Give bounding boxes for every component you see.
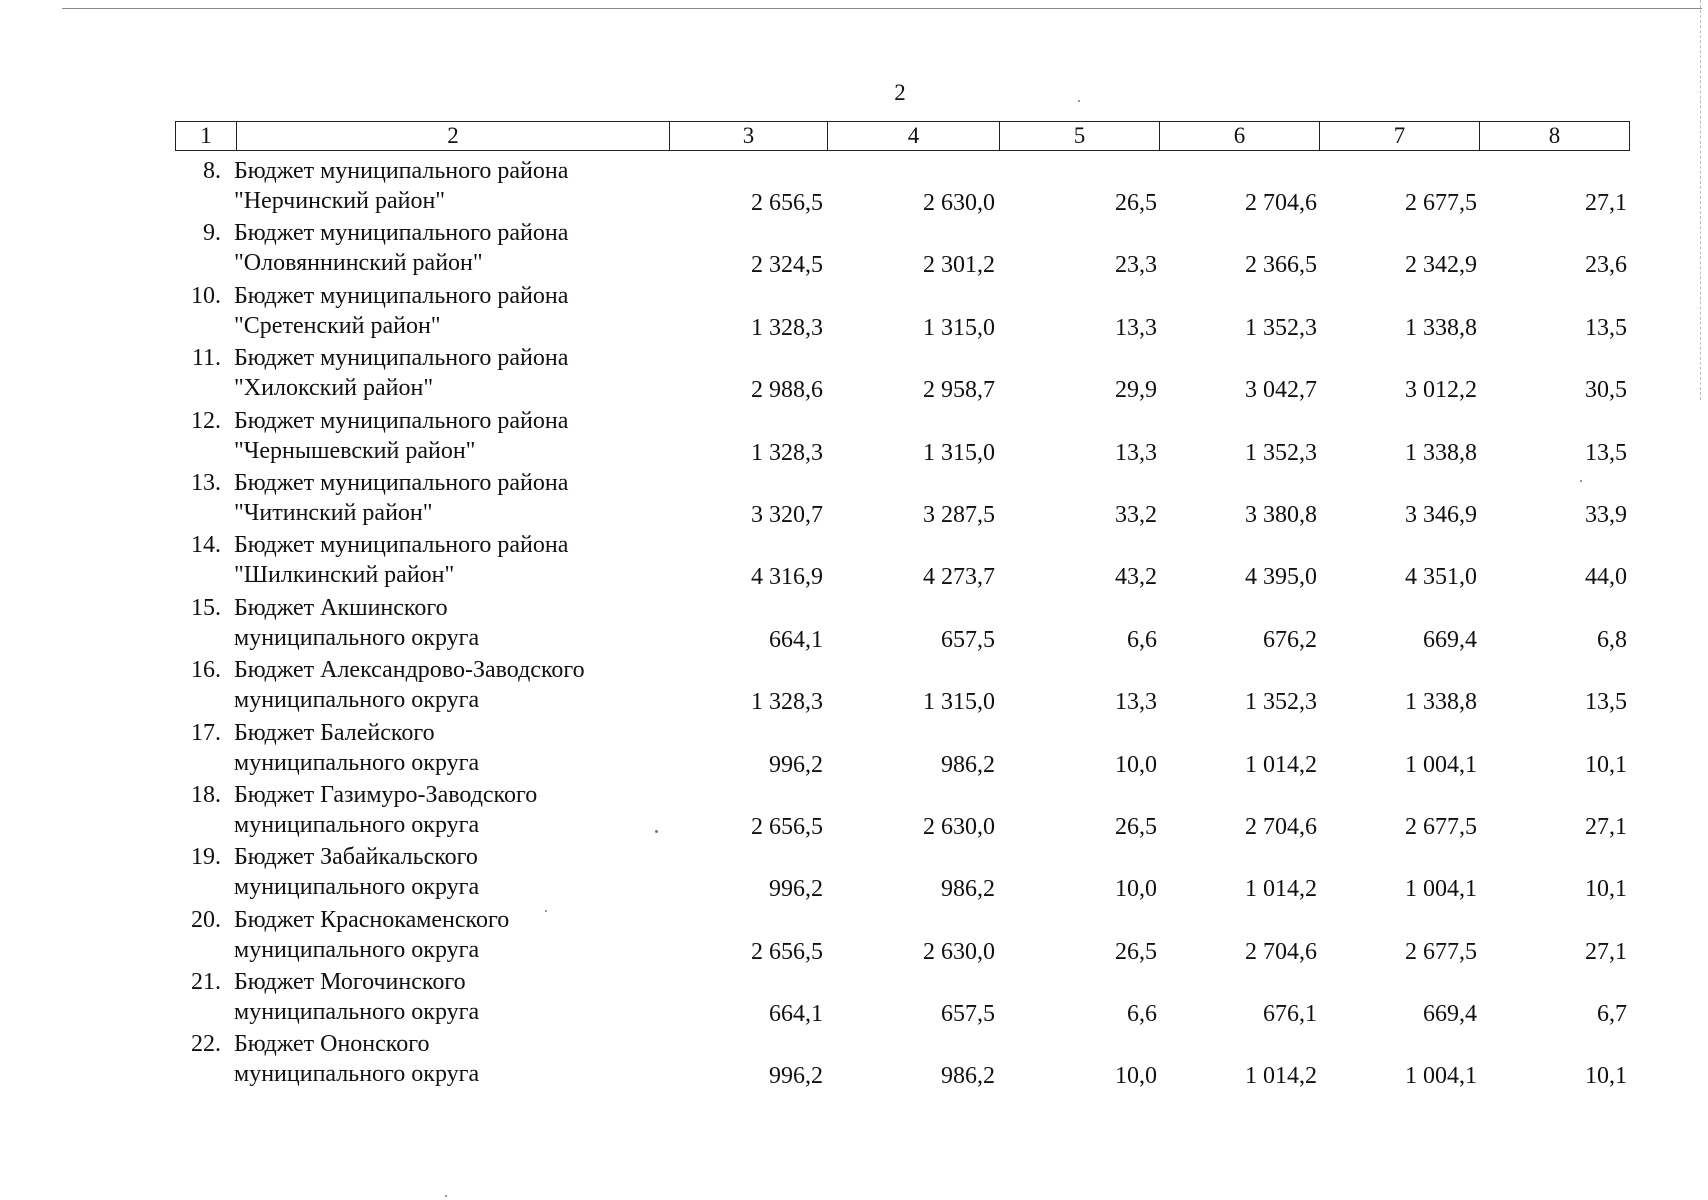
row-number: 15. — [191, 594, 221, 621]
value-col-5: 6,6 — [1127, 1001, 1157, 1028]
header-cell-2: 2 — [236, 122, 669, 150]
value-col-4: 4 273,7 — [923, 564, 995, 591]
value-col-4: 657,5 — [941, 626, 995, 653]
value-col-5: 33,2 — [1115, 501, 1157, 528]
table-header-row — [175, 121, 1630, 151]
header-cell-1: 1 — [200, 123, 212, 148]
row-name-line1: Бюджет Балейского — [234, 719, 435, 746]
value-col-8: 30,5 — [1585, 377, 1627, 404]
table-row — [175, 281, 1629, 343]
value-col-3: 2 324,5 — [751, 252, 823, 279]
table-row — [175, 406, 1629, 468]
row-name-line1: Бюджет Газимуро-Заводского — [234, 781, 538, 808]
row-name-line1: Бюджет муниципального района — [234, 220, 569, 247]
value-col-8: 13,5 — [1585, 314, 1627, 341]
value-col-6: 3 380,8 — [1245, 501, 1317, 528]
value-col-7: 3 012,2 — [1405, 377, 1477, 404]
value-col-5: 26,5 — [1115, 190, 1157, 216]
value-col-5: 26,5 — [1115, 813, 1157, 840]
table-row — [175, 156, 1629, 218]
value-col-6: 2 704,6 — [1245, 813, 1317, 840]
row-name-line1: Бюджет Ононского — [234, 1031, 430, 1058]
value-col-7: 3 346,9 — [1405, 501, 1477, 528]
row-name-line1: Бюджет Забайкальского — [234, 844, 478, 871]
value-col-4: 2 958,7 — [923, 377, 995, 404]
row-name-line1: Бюджет муниципального района — [234, 282, 569, 309]
table-row — [175, 780, 1629, 842]
value-col-3: 996,2 — [769, 751, 823, 778]
row-name-line1: Бюджет муниципального района — [234, 345, 569, 372]
row-name — [223, 156, 669, 218]
row-number: 11. — [191, 345, 221, 372]
value-col-4: 2 301,2 — [923, 252, 995, 279]
row-name-line2: муниципального округа — [234, 999, 480, 1026]
value-col-8: 10,1 — [1585, 751, 1627, 778]
value-col-3: 2 988,6 — [751, 377, 823, 404]
row-name-line2: муниципального округа — [234, 624, 480, 651]
value-col-4: 986,2 — [941, 876, 995, 903]
header-cell-6: 6 — [1159, 122, 1319, 150]
row-name — [223, 655, 669, 717]
value-col-7: 2 677,5 — [1405, 938, 1477, 965]
row-number: 9. — [203, 220, 221, 247]
value-col-6: 676,1 — [1263, 1001, 1317, 1028]
value-col-5: 10,0 — [1115, 876, 1157, 903]
value-col-4: 986,2 — [941, 1063, 995, 1090]
value-col-6: 2 704,6 — [1245, 938, 1317, 965]
value-col-3: 664,1 — [769, 1001, 823, 1028]
value-col-8: 6,7 — [1597, 1001, 1627, 1028]
scan-speck — [1078, 100, 1080, 102]
value-col-6: 1 352,3 — [1245, 439, 1317, 466]
table-row — [175, 905, 1629, 967]
value-col-5: 13,3 — [1115, 689, 1157, 716]
scan-speck — [545, 910, 547, 912]
value-col-8: 33,9 — [1585, 501, 1627, 528]
header-cell-4: 4 — [827, 122, 999, 150]
row-number: 8. — [203, 158, 221, 184]
value-col-8: 27,1 — [1585, 813, 1627, 840]
row-number: 16. — [191, 657, 221, 684]
row-name-line1: Бюджет Могочинского — [234, 969, 466, 996]
page-number: 2 — [894, 80, 906, 105]
value-col-7: 1 338,8 — [1405, 439, 1477, 466]
value-col-6: 1 014,2 — [1245, 876, 1317, 903]
row-name-line1: Бюджет муниципального района — [234, 407, 569, 434]
value-col-7: 2 677,5 — [1405, 813, 1477, 840]
header-cell-5: 5 — [999, 122, 1159, 150]
value-col-8: 13,5 — [1585, 689, 1627, 716]
row-number: 12. — [191, 407, 221, 434]
row-name — [223, 468, 669, 530]
value-col-8: 10,1 — [1585, 1063, 1627, 1090]
value-col-6: 1 014,2 — [1245, 751, 1317, 778]
row-name-line2: муниципального округа — [234, 811, 480, 838]
scan-edge-mark — [1700, 0, 1702, 400]
row-name-line1: Бюджет муниципального района — [234, 469, 569, 496]
value-col-6: 676,2 — [1263, 626, 1317, 653]
row-name-line1: Бюджет Краснокаменского — [234, 906, 510, 933]
value-col-7: 1 338,8 — [1405, 689, 1477, 716]
value-col-3: 996,2 — [769, 876, 823, 903]
table-row — [175, 718, 1629, 780]
row-name-line2: муниципального округа — [234, 749, 480, 776]
value-col-4: 1 315,0 — [923, 314, 995, 341]
row-name — [223, 406, 669, 468]
value-col-7: 1 338,8 — [1405, 314, 1477, 341]
row-number: 21. — [191, 969, 221, 996]
row-name — [223, 593, 669, 655]
row-name — [223, 530, 669, 592]
value-col-8: 27,1 — [1585, 190, 1627, 216]
row-name-line2: "Сретенский район" — [234, 312, 441, 339]
top-rule — [62, 8, 1702, 9]
value-col-3: 2 656,5 — [751, 813, 823, 840]
row-name — [223, 967, 669, 1029]
value-col-5: 6,6 — [1127, 626, 1157, 653]
value-col-7: 1 004,1 — [1405, 876, 1477, 903]
row-name-line1: Бюджет Акшинского — [234, 594, 448, 621]
row-name-line1: Бюджет муниципального района — [234, 158, 569, 184]
value-col-3: 1 328,3 — [751, 689, 823, 716]
row-name-line2: муниципального округа — [234, 687, 480, 714]
row-name-line1: Бюджет муниципального района — [234, 532, 569, 559]
header-cell-3: 3 — [669, 122, 827, 150]
value-col-4: 1 315,0 — [923, 439, 995, 466]
value-col-3: 2 656,5 — [751, 938, 823, 965]
row-name — [223, 842, 669, 904]
value-col-3: 2 656,5 — [751, 190, 823, 216]
value-col-8: 44,0 — [1585, 564, 1627, 591]
value-col-6: 1 352,3 — [1245, 314, 1317, 341]
scan-speck — [1580, 480, 1582, 482]
row-name-line1: Бюджет Александрово-Заводского — [234, 657, 585, 684]
value-col-7: 2 342,9 — [1405, 252, 1477, 279]
value-col-5: 10,0 — [1115, 1063, 1157, 1090]
value-col-6: 3 042,7 — [1245, 377, 1317, 404]
row-number: 17. — [191, 719, 221, 746]
row-number: 10. — [191, 282, 221, 309]
row-name — [223, 718, 669, 780]
value-col-8: 23,6 — [1585, 252, 1627, 279]
value-col-8: 6,8 — [1597, 626, 1627, 653]
row-number: 22. — [191, 1031, 221, 1058]
table-row — [175, 593, 1629, 655]
row-name-line2: муниципального округа — [234, 874, 480, 901]
table-body — [175, 156, 1629, 1092]
value-col-5: 13,3 — [1115, 439, 1157, 466]
row-name — [223, 780, 669, 842]
value-col-5: 23,3 — [1115, 252, 1157, 279]
value-col-4: 1 315,0 — [923, 689, 995, 716]
value-col-8: 13,5 — [1585, 439, 1627, 466]
value-col-7: 1 004,1 — [1405, 751, 1477, 778]
table-row — [175, 655, 1629, 717]
value-col-6: 4 395,0 — [1245, 564, 1317, 591]
value-col-3: 3 320,7 — [751, 501, 823, 528]
row-name-line2: муниципального округа — [234, 936, 480, 963]
value-col-4: 986,2 — [941, 751, 995, 778]
row-name-line2: "Шилкинский район" — [234, 562, 455, 589]
value-col-3: 1 328,3 — [751, 439, 823, 466]
value-col-6: 2 366,5 — [1245, 252, 1317, 279]
value-col-4: 2 630,0 — [923, 813, 995, 840]
value-col-3: 1 328,3 — [751, 314, 823, 341]
row-number: 20. — [191, 906, 221, 933]
row-number: 13. — [191, 469, 221, 496]
table-row — [175, 530, 1629, 592]
table-row — [175, 967, 1629, 1029]
value-col-3: 996,2 — [769, 1063, 823, 1090]
value-col-4: 657,5 — [941, 1001, 995, 1028]
value-col-4: 2 630,0 — [923, 938, 995, 965]
row-number: 14. — [191, 532, 221, 559]
row-number: 19. — [191, 844, 221, 871]
value-col-3: 664,1 — [769, 626, 823, 653]
row-number: 18. — [191, 781, 221, 808]
row-name-line2: "Чернышевский район" — [234, 437, 476, 464]
value-col-7: 4 351,0 — [1405, 564, 1477, 591]
value-col-7: 2 677,5 — [1405, 190, 1477, 216]
row-name — [223, 1029, 669, 1091]
value-col-7: 669,4 — [1423, 626, 1477, 653]
value-col-5: 26,5 — [1115, 938, 1157, 965]
value-col-6: 1 014,2 — [1245, 1063, 1317, 1090]
scan-speck — [655, 830, 658, 833]
value-col-5: 13,3 — [1115, 314, 1157, 341]
row-name-line2: "Оловяннинский район" — [234, 250, 483, 277]
table-row — [175, 343, 1629, 405]
row-name — [223, 343, 669, 405]
row-name — [223, 905, 669, 967]
value-col-5: 10,0 — [1115, 751, 1157, 778]
value-col-5: 43,2 — [1115, 564, 1157, 591]
value-col-8: 27,1 — [1585, 938, 1627, 965]
table-row — [175, 842, 1629, 904]
table-row — [175, 1029, 1629, 1091]
scan-speck — [445, 1195, 447, 1197]
row-name — [223, 218, 669, 280]
row-name-line2: муниципального округа — [234, 1061, 480, 1088]
value-col-7: 1 004,1 — [1405, 1063, 1477, 1090]
value-col-7: 669,4 — [1423, 1001, 1477, 1028]
header-cell-7: 7 — [1319, 122, 1479, 150]
value-col-8: 10,1 — [1585, 876, 1627, 903]
header-cell-8: 8 — [1479, 122, 1629, 150]
table-row — [175, 218, 1629, 280]
value-col-6: 1 352,3 — [1245, 689, 1317, 716]
value-col-4: 2 630,0 — [923, 190, 995, 216]
value-col-4: 3 287,5 — [923, 501, 995, 528]
row-name-line2: "Нерчинский район" — [234, 188, 446, 214]
row-name — [223, 281, 669, 343]
value-col-5: 29,9 — [1115, 377, 1157, 404]
row-name-line2: "Хилокский район" — [234, 375, 434, 402]
value-col-3: 4 316,9 — [751, 564, 823, 591]
table-row — [175, 468, 1629, 530]
value-col-6: 2 704,6 — [1245, 190, 1317, 216]
row-name-line2: "Читинский район" — [234, 499, 433, 526]
